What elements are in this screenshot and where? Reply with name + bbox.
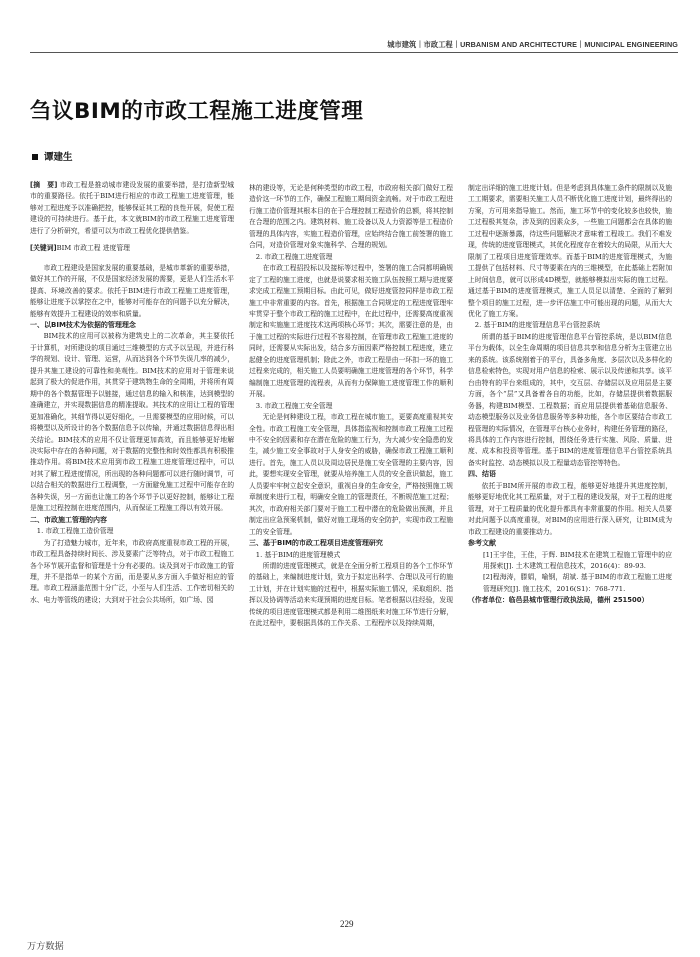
author-affiliation: （作者单位：临邑县城市管理行政执法局，德州 251500） — [468, 596, 649, 605]
section-heading: 二、市政施工管理的内容 — [30, 515, 107, 524]
paragraph: 制定出详细的施工进度计划。但是考虑到具体施工条件的限制以及施工工期要求，需要相关施工人员不断优化施工进度计划，最终得出的方案，方可用来指导施工。然而，施工环节中的变化较多也较快，施工过程极其复杂，涉及到的因素众多，一些施工问题都会在具体的施工过程中逐渐暴露，待这些问题解决才意味着工程竣工。我们不难发现，传统的进度管理模式，其优化程度存在着较大的局限，从而大大限制了工程项目进度管理效率。而基于BIM的进度管理模式，为施工提供了包括材料、尺寸等要素在内的三维模型，在此基础上若附加上时间信息，就可以形成4D模型，就能够模拟出实际的施工过程。通过基于BIM的进度管理模式，施工人员足以清楚、全面的了解到整个项目的施工过程，进一步评估施工中可能出现的问题，从而大大优化了施工方案。 — [468, 184, 672, 318]
paragraph: 所谓的基于BIM的进度管理信息平台管控系统，是以BIM信息平台为载体，以全生命周期的项目信息共享和信息分析为主管建立出来的系统。该系统刚着于的平台，具备多角度、多层次以及多样化的信息检索特色，实现对用户信息的检索、展示以及传递和共享。该平台由特有的平台来组成的，其中，交互层、存储层以及应用层是主要方面，各个“层”又具备着各自的功能，比如，存储层提供着数据服务器，构建BIM模型、工程数据；而应用层提供着基础信息服务、动态模型服务以及业务信息服务等多种功能，各个市区要结合市政工程管理的实际情况，在管理平台核心业务时，构建任务管理的路径，将具体的工作内容进行控制，围绕任务进行实施、风险、质量、进度、成本和投资等管理。基于BIM的进度管理信息平台管控系统具备实时监控、动态模拟以及工程量动态管控等特色。 — [468, 332, 672, 467]
subsection-heading: 3. 市政工程施工安全管理 — [255, 401, 333, 410]
watermark: 万方数据 — [27, 941, 64, 952]
abstract — [30, 180, 234, 237]
keywords-label: [关键词] — [30, 244, 57, 253]
keywords — [30, 243, 234, 254]
reference-item: [2]程海涛，滕娟，喻钢，胡斌. 基于BIM的市政工程施工进度管理研究[J]. 施工技术，2016(S1)：768-771. — [482, 573, 672, 593]
subsection-heading: 1. 市政工程施工造价管理 — [36, 527, 114, 536]
section-heading: 一、以BIM技术为依据的管理理念 — [30, 320, 136, 329]
paragraph: 为了打造魅力城市，近年来，市政府高度重视市政工程的开展，市政工程具备持续时间长、涉及要素广泛等特点，对于市政工程施工各个环节展开监督和管理是十分有必要的。谈及到对于市政施工的管理，并不是指单一的某个方面，而是要从多方面入手做好相应的管理。市政工程涵盖范围十分广泛，小至与人们生活、工作密切相关的水、电力等管线的建设；大到对于社会公共场所，如广场、园 — [30, 538, 234, 604]
column-left — [30, 180, 234, 606]
abstract-text: 市政工程是推动城市建设发展的重要举措，是打造新型城市的重要路径。依托于BIM进行相应的市政工程施工进度管理，能够对工程进度予以准确把控，能够保证其工程的良性开展，促使工程建设的可持续进行。基于此，本文就BIM的市政工程施工进度管理进行了分析研究，希望可以为市政工程优化提供借鉴。 — [30, 181, 234, 235]
paragraph: 无论是何种建设工程，市政工程在城市施工，更要高度重视其安全性。市政工程施工安全管理，具体指监视和控制市政工程施工过程中不安全的因素和存在潜在危险的施工行为，为大减少安全隐患的发生，减少施工安全事故对于人身安全的威胁，确保市政工程施工顺利进行。首先，施工人员以及周边居民是施工安全管理的主要内容，因此，要想实现安全管理，就要从培养施工人员的安全意识做起，施工人员要牢牢树立起安全意识，重视自身的生命安全，严格按照施工规章制度来进行工程，明确安全施工的管理责任，不断规范施工过程；其次，市政府相关部门要对于施工工程中潜在的危险做出预测，并且制定出应急预案机制，做好对施工现场的安全防护，实现市政工程施工的安全管理。 — [249, 413, 453, 536]
column-right — [468, 183, 672, 607]
abstract-label: [摘 要] — [30, 181, 58, 189]
column-middle — [249, 183, 453, 630]
paragraph: BIM技术的应用可以被称为建筑史上的二次革命，其主要依托于计算机，对所建设的项目通过三维模型的方式予以呈现，并进行科学的规划、设计、管理、运营，从而达到各个环节失误几率的减少，提升其施工建设的可靠性和美观性。BIM技术的应用对于管理来说起到了极大的促进作用，其贯穿于建筑物生命的全周期，并将所有周期中的各个数据管理予以链接，通过信息的输入和核准，达到模型的准确建立，并实现数据信息的精准提取。其技术的应用让工程的管理更加准确化，其细节得以更好细化，一旦需要模型的应用时候，可以将模型以及所设计的各个数据信息予以传输，并通过数据信息得出相关结论。BIM技术的应用不仅让管理更加高效，而且能够更好地解决实际中存在的各种问题，对于数据的完整性和时效性都具有积极推推动作用。将BIM技术应用到市政工程施工进度管理过程中，可以对其了解工程进度情况，所出现的各种问题都可以进行随时调节，可以结合相关的数据进行工程调整，一方面避免施工过程中可能存在的各种失误，另一方面也让施工的各个环节予以更好控制，能够让工程是施工过程控制在进度范围内，从而保证工程施工得以有效开展。 — [30, 332, 234, 513]
paragraph: 林的建设等，无论是何种类型的市政工程，市政府相关部门做好工程造价这一环节的工作，确保工程施工期间资金流畅。对于市政工程进行施工造价管理其根本目的在于合理控制工程造价的总额，将其控制在合理的范围之内。建筑材料、施工设备以及人力资源等是工程造价管理的具体内容，实施工程造价管理，应始终结合施工前签署的施工合同，对造价管理对象实施科学、合理的规划。 — [249, 184, 453, 250]
page-number: 229 — [340, 919, 354, 929]
references-heading: 参考文献 — [468, 539, 496, 548]
paragraph: 在市政工程招投标以及接标等过程中，签署的施工合同都明确规定了工程的施工进度，也就是说要求相关施工队伍按照工期与进度要求完成工程施工预期目标。由此可见，做好进度管控同样是市政工程施工中非常重要的内容。首先，根据施工合同规定的工程进度管理牢牢贯穿于整个市政工程的施工过程中，在此过程中，还需要高度重视制定和实施施工进度技术这两项核心环节；其次，需要注意的是，由于施工过程的实际进行过程不容易控制，在管理市政工程施工进度的同时，还需要从实际出发，结合多方面因素严格控制工程进度，建立起健全的进度管理机制；除此之外，市政工程是由一环扣一环的施工过程来完成的，相关施工人员要明确施工进度管理的各个环节，科学编制施工进度管理的流程表，从而有力保障施工进度管理工作的顺利开展。 — [249, 264, 453, 399]
reference-item: [1]王宇佳，王佳，于辉. BIM技术在建筑工程施工管理中的应用探索[J]. 土木建筑工程信息技术，2016(4)：89-93. — [482, 550, 672, 570]
running-header: 城市建筑｜市政工程｜URBANISM AND ARCHITECTURE｜MUNICIPAL ENGINEERING — [387, 40, 678, 49]
author-line — [32, 149, 73, 163]
author-name: 谭建生 — [44, 152, 73, 163]
header-rule — [30, 52, 678, 53]
subsection-heading: 2. 市政工程施工进度管理 — [255, 252, 333, 261]
keywords-text: BIM 市政工程 进度管理 — [56, 244, 130, 253]
bullet-square-icon — [32, 154, 38, 160]
paragraph: 依托于BIM所开展的市政工程，能够更好地提升其进度控制，能够更好地优化其工程质量，对于工程的建设发展，对于工程的进度管理，对于工程质量的优化提升都具有非常重要的作用。相关人员要对此问题予以高度重视，对BIM的应用进行深入研究，让BIM成为市政工程建设的重要推动力。 — [468, 481, 672, 536]
subsection-heading: 1. 基于BIM的进度管理模式 — [255, 550, 341, 559]
article-title: 刍议BIM的市政工程施工进度管理 — [30, 99, 364, 124]
section-heading: 三、基于BIM的市政工程项目进度管理研究 — [249, 539, 383, 548]
paragraph: 市政工程建设是国家发展的重要基础，是城市革新的重要举措，做好其工作的开展，不仅是国家经济发展的需要，更是人们生活水平提高、环境改善的要求。依托于BIM进行市政工程施工进度管理，能够让进度予以掌控在之中，能够对可能存在的问题予以充分解决，能够有效提升工程建设的效率和质量。 — [30, 263, 234, 318]
section-heading: 四、结语 — [468, 470, 496, 479]
subsection-heading: 2. 基于BIM的进度管理信息平台管控系统 — [474, 321, 601, 330]
paragraph: 所谓的进度管理模式，就是在全面分析工程项目的各个工作环节的基础上，来编制进度计划，致力于拟定出科学、合理以及可行的施工计划，并在计划实施的过程中，根据实际施工情况，采取组织、指挥以及协调等活动来实现预期的进度目标。笔者根据以往经验，发现传统的项目进度管理模式都是利用二维图纸来对施工环节进行分解，在此过程中，要根据具体的工作关系、工程程序以及持续周期， — [249, 561, 453, 628]
